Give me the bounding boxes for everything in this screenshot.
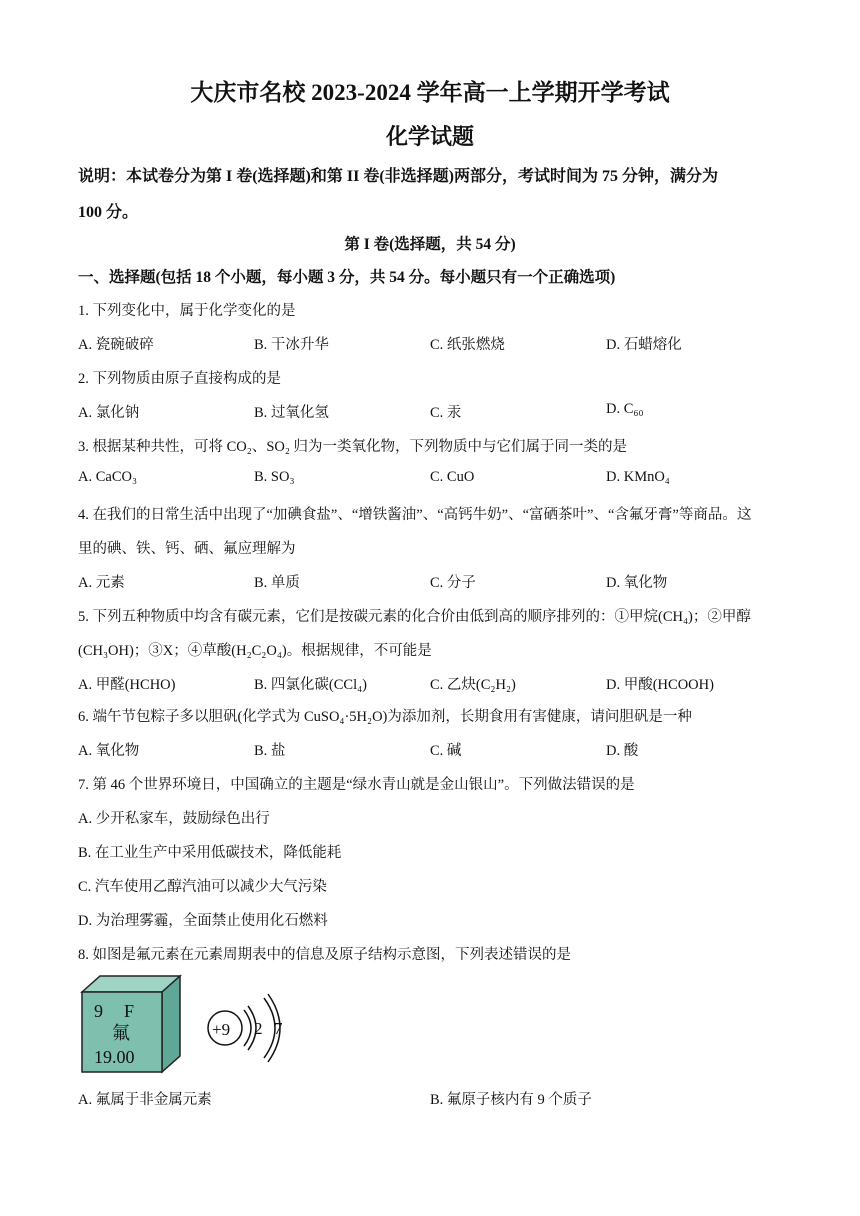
q5-option-d: D. 甲酸(HCOOH): [606, 677, 714, 693]
question-7-stem: 7. 第 46 个世界环境日，中国确立的主题是“绿水青山就是金山银山”。下列做法错误的是: [78, 777, 635, 793]
q8-option-b: B. 氟原子核内有 9 个质子: [430, 1092, 592, 1108]
shell-2-electrons: 7: [274, 1019, 283, 1038]
q6-option-b: B. 盐: [254, 743, 286, 759]
q2-option-d: D. C₆₀: [606, 401, 644, 417]
q1-option-b: B. 干冰升华: [254, 337, 329, 353]
electron-shell-1-inner: [244, 1010, 251, 1046]
element-name: 氟: [112, 1023, 130, 1044]
fluorine-figure: [78, 972, 298, 1076]
q5-option-b: B. 四氯化碳(CCl₄): [254, 677, 368, 693]
q1-option-a: A. 瓷碗破碎: [78, 337, 154, 353]
atomic-mass: 19.00: [94, 1047, 135, 1067]
q2-option-c: C. 汞: [430, 405, 462, 421]
instructions-line1: 说明：本试卷分为第 I 卷(选择题)和第 II 卷(非选择题)两部分，考试时间为 75 分钟，满分为: [78, 168, 718, 185]
exam-subtitle: 化学试题: [385, 124, 474, 149]
q7-option-d: D. 为治理雾霾，全面禁止使用化石燃料: [78, 913, 328, 929]
q7-option-a: A. 少开私家车，鼓励绿色出行: [78, 811, 270, 827]
q4-option-c: C. 分子: [430, 575, 476, 591]
element-symbol: F: [124, 1001, 135, 1021]
question-4-stem-line2: 里的碘、铁、钙、硒、氟应理解为: [78, 541, 296, 557]
q2-option-b: B. 过氧化氢: [254, 405, 329, 421]
section-heading: 一、选择题(包括 18 个小题，每小题 3 分，共 54 分。每小题只有一个正确选项): [78, 269, 616, 286]
element-number: 9: [94, 1001, 103, 1021]
question-2-stem: 2. 下列物质由原子直接构成的是: [78, 371, 281, 387]
q7-option-c: C. 汽车使用乙醇汽油可以减少大气污染: [78, 879, 327, 895]
q3-option-d: D. KMnO₄: [606, 469, 670, 485]
q1-option-d: D. 石蜡熔化: [606, 337, 682, 353]
q4-option-b: B. 单质: [254, 575, 300, 591]
q6-option-c: C. 碱: [430, 743, 462, 759]
q3-option-c: C. CuO: [430, 469, 475, 485]
question-4-stem-line1: 4. 在我们的日常生活中出现了“加碘食盐”、“增铁酱油”、“高钙牛奶”、“富硒茶叶”、“含氟牙膏”等商品。这: [78, 507, 752, 523]
question-5-stem-line1: 5. 下列五种物质中均含有碳元素，它们是按碳元素的化合价由低到高的顺序排列的：①甲烷(CH₄)；②甲醇: [78, 609, 751, 625]
nucleus-charge: +9: [212, 1020, 231, 1039]
question-1-stem: 1. 下列变化中，属于化学变化的是: [78, 303, 296, 319]
cube-side-face: [162, 976, 180, 1072]
q2-option-a: A. 氯化钠: [78, 405, 140, 421]
q5-option-a: A. 甲醛(HCHO): [78, 677, 176, 693]
q3-option-a: A. CaCO₃: [78, 469, 138, 485]
q6-option-a: A. 氧化物: [78, 743, 140, 759]
question-5-stem-line2: (CH₃OH)；③X；④草酸(H₂C₂O₄)。根据规律，不可能是: [78, 643, 432, 659]
instructions-line2: 100 分。: [78, 204, 139, 221]
q1-option-c: C. 纸张燃烧: [430, 337, 505, 353]
q4-option-d: D. 氧化物: [606, 575, 668, 591]
q4-option-a: A. 元素: [78, 575, 125, 591]
q5-option-c: C. 乙炔(C₂H₂): [430, 677, 516, 693]
question-8-stem: 8. 如图是氟元素在元素周期表中的信息及原子结构示意图，下列表述错误的是: [78, 947, 571, 963]
q3-option-b: B. SO₃: [254, 469, 295, 485]
q7-option-b: B. 在工业生产中采用低碳技术，降低能耗: [78, 845, 342, 861]
shell-1-electrons: 2: [254, 1019, 263, 1038]
exam-title: 大庆市名校 2023-2024 学年高一上学期开学考试: [190, 80, 670, 105]
q6-option-d: D. 酸: [606, 743, 639, 759]
question-3-stem: 3. 根据某种共性，可将 CO₂、SO₂ 归为一类氧化物，下列物质中与它们属于同一类的是: [78, 439, 628, 455]
q8-option-a: A. 氟属于非金属元素: [78, 1092, 212, 1108]
question-6-stem: 6. 端午节包粽子多以胆矾(化学式为 CuSO₄·5H₂O)为添加剂，长期食用有害健康，请问胆矾是一种: [78, 709, 692, 725]
part1-heading: 第 I 卷(选择题，共 54 分): [344, 236, 516, 253]
